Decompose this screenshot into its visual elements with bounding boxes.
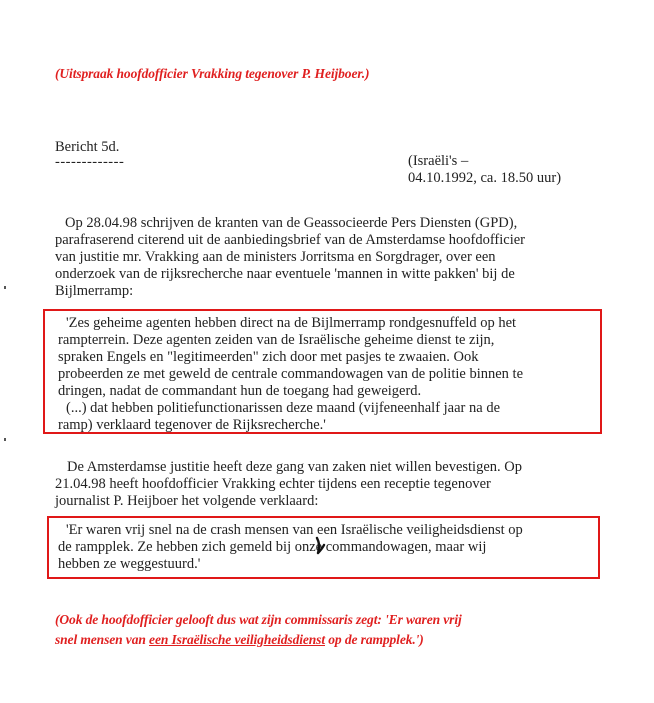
quote1-line: (...) dat hebben politiefunctionarissen deze maand (vijfeneenhalf jaar na de	[66, 400, 501, 416]
conclusion-line1: (Ook de hoofdofficier gelooft dus wat zijn commissaris zegt: 'Er waren vrij	[55, 612, 462, 627]
intro-line: onderzoek van de rijksrecherche naar eventuele 'mannen in witte pakken' bij de	[55, 266, 515, 282]
quote2-text	[58, 522, 523, 573]
source-reference-line1: (Israëli's –	[408, 153, 469, 169]
intro-line: Bijlmerramp:	[55, 283, 134, 299]
quote1-line: dringen, nadat de commandant hun de toegang had geweigerd.	[58, 383, 422, 399]
quote1-line: probeerden ze met geweld de centrale commandowagen van de politie binnen te	[58, 366, 524, 382]
middle-line: journalist P. Heijboer het volgende verklaard:	[55, 493, 319, 509]
page-heading: (Uitspraak hoofdofficier Vrakking tegenover P. Heijboer.)	[55, 66, 370, 81]
intro-line: parafraserend citerend uit de aanbiedingsbrief van de Amsterdamse hoofdofficier	[55, 232, 525, 248]
pen-mark-icon	[313, 536, 327, 556]
middle-paragraph	[55, 459, 522, 510]
margin-tick	[4, 438, 6, 441]
report-label: Bericht 5d.	[55, 139, 120, 155]
quote1-line: rampterrein. Deze agenten zeiden van de Israëlische geheime dienst te zijn,	[58, 332, 495, 348]
quote2-line: 'Er waren vrij snel na de crash mensen van een Israëlische veiligheidsdienst op	[66, 522, 523, 538]
conclusion-line2	[55, 632, 424, 648]
conclusion-underlined-phrase: een Israëlische veiligheidsdienst	[149, 632, 325, 647]
source-reference-line2: 04.10.1992, ca. 18.50 uur)	[408, 170, 562, 186]
quote1-line: ramp) verklaard tegenover de Rijksrecherche.'	[58, 417, 326, 433]
conclusion-line2-start: snel mensen van	[55, 632, 150, 647]
quote1-line: 'Zes geheime agenten hebben direct na de Bijlmerramp rondgesnuffeld op het	[66, 315, 517, 331]
intro-paragraph	[55, 215, 525, 300]
intro-line: van justitie mr. Vrakking aan de ministers Jorritsma en Sorgdrager, over een	[55, 249, 496, 265]
quote2-line: de rampplek. Ze hebben zich gemeld bij onze commandowagen, maar wij	[58, 539, 487, 555]
middle-line: De Amsterdamse justitie heeft deze gang van zaken niet willen bevestigen. Op	[67, 459, 522, 475]
margin-tick	[4, 286, 6, 289]
quote2-line: hebben ze weggestuurd.'	[58, 556, 201, 572]
middle-line: 21.04.98 heeft hoofdofficier Vrakking echter tijdens een receptie tegenover	[55, 476, 491, 492]
quote1-line: spraken Engels en "legitimeerden" zich door met pasjes te zwaaien. Ook	[58, 349, 479, 365]
conclusion-line2-end: op de rampplek.')	[325, 632, 424, 647]
quote1-text	[58, 315, 523, 434]
intro-line: Op 28.04.98 schrijven de kranten van de Geassocieerde Pers Diensten (GPD),	[65, 215, 518, 231]
report-underline-rule: -------------	[55, 154, 125, 170]
